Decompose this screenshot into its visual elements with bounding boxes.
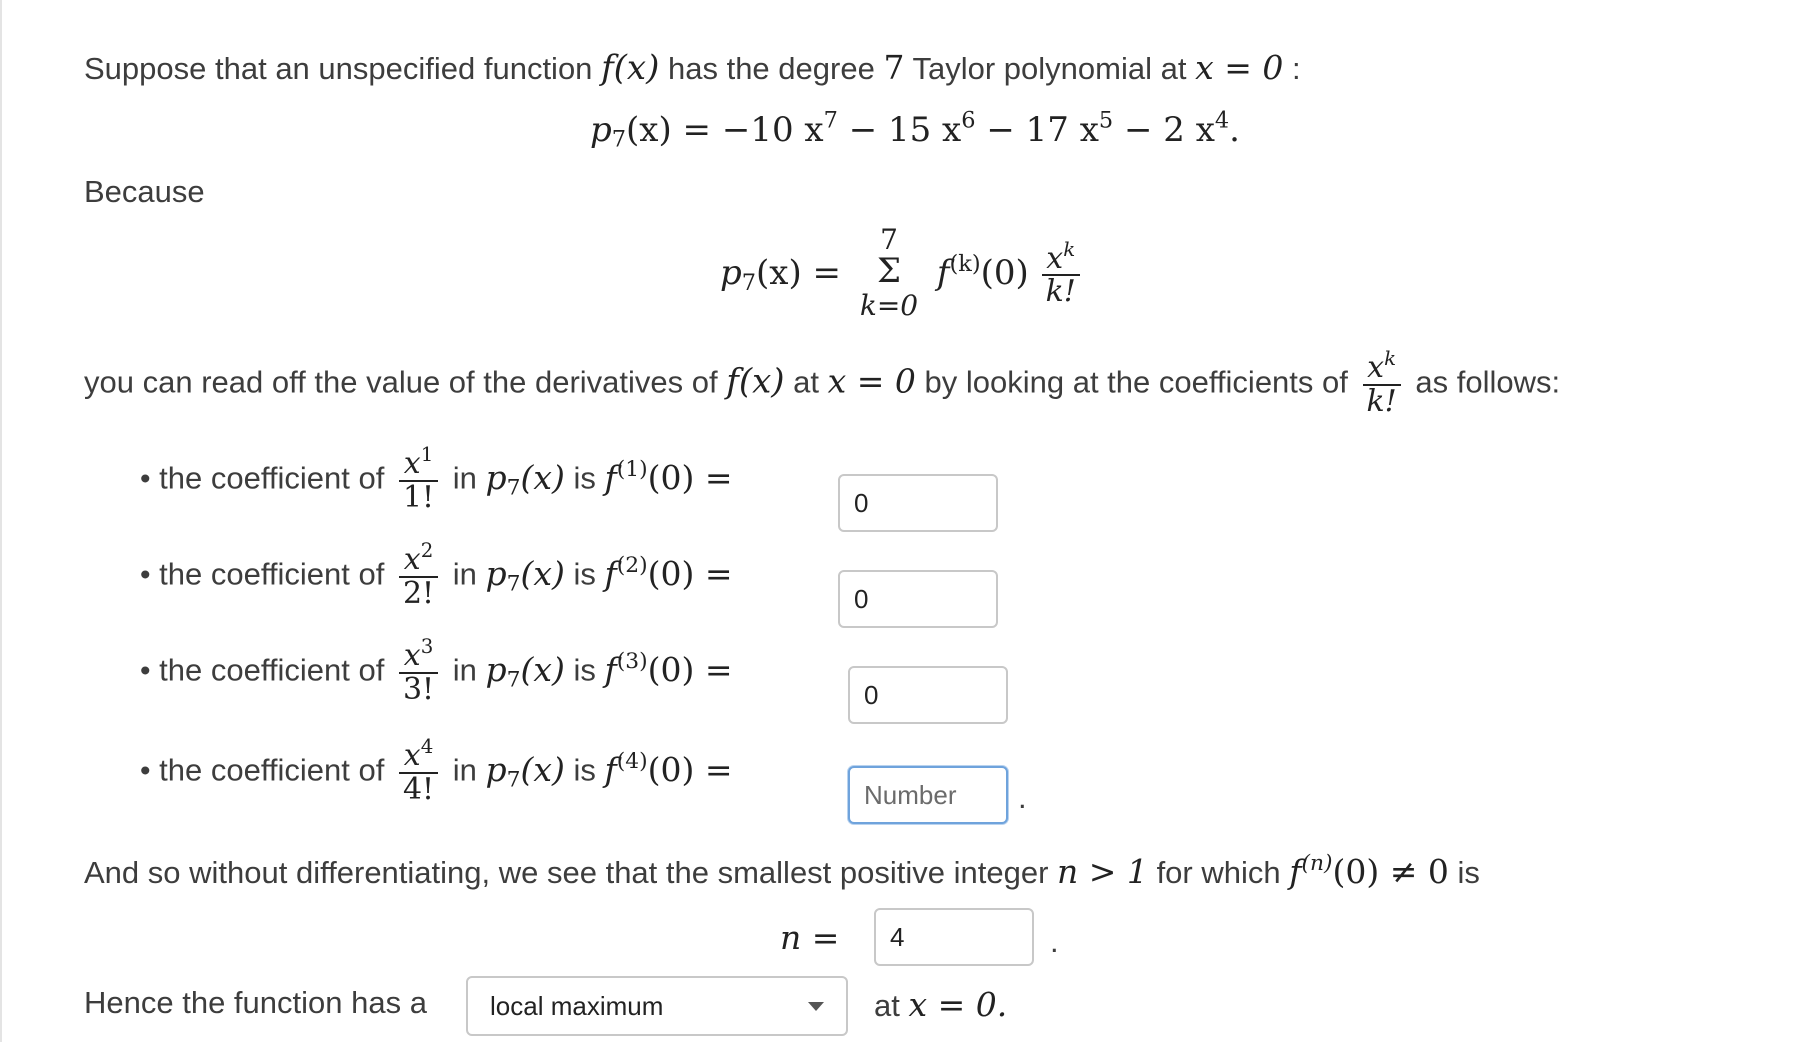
f1-answer-input[interactable] — [838, 474, 998, 532]
p-subscript: 7 — [611, 126, 627, 153]
at-expression: x = 0. — [908, 985, 1008, 1024]
readoff-text: at — [793, 364, 820, 400]
p-symbol: p — [590, 110, 612, 150]
intro-sentence — [84, 48, 1301, 88]
coef-fraction: $\frac{x^2}{2!}$ — [399, 544, 438, 609]
p-symbol: p — [720, 253, 742, 294]
at-expression: x = 0 — [827, 361, 916, 401]
f2-answer-input[interactable] — [838, 570, 998, 628]
n-equals-label: n = — [780, 918, 840, 957]
sigma-symbol: Σ — [876, 251, 901, 291]
f-of-x: f(x) — [601, 48, 660, 88]
hence-after: at x = 0. — [874, 985, 1008, 1024]
sum-upper-limit: 7 — [880, 223, 898, 256]
coef-fraction: $\frac{x^3}{3!}$ — [399, 640, 438, 705]
coefficient-row: • the coefficient of $\frac{x^4}{4!}$ in $p_7(x)$ is $f^{(4)}(0)$ = — [140, 735, 733, 807]
f4-trailing-period: . — [1018, 780, 1027, 815]
n-condition: n > 1 — [1057, 852, 1148, 891]
coefficient-row: • the coefficient of $\frac{x^2}{2!}$ in $p_7(x)$ is $f^{(2)}(0)$ = — [140, 539, 733, 611]
because-label: Because — [84, 174, 205, 209]
conclusion-sentence: And so without differentiating, we see that the smallest positive integer n > 1 for which $f^{(n)}(0) \ne 0$ is — [84, 850, 1480, 891]
p-subscript: 7 — [741, 269, 757, 296]
poly-term: − 2 $x^4$ — [1123, 107, 1230, 150]
bullet: • — [140, 558, 151, 592]
readoff-sentence — [84, 347, 1561, 419]
taylor-polynomial — [590, 107, 1240, 153]
coef-fraction: $\frac{x^1}{1!}$ — [399, 448, 438, 513]
poly-period: . — [1229, 110, 1240, 150]
chevron-down-icon — [808, 1002, 824, 1011]
intro-text: Suppose that an unspecified function — [84, 51, 593, 86]
bullet: • — [140, 754, 151, 788]
f-of-x: f(x) — [726, 361, 785, 402]
xk-over-kfact: $\frac{x^k}{k!}$ — [1042, 243, 1080, 308]
xk-over-kfact: $\frac{x^k}{k!}$ — [1363, 352, 1401, 417]
sum-lower-limit: k=0 — [859, 289, 919, 322]
n-answer-input[interactable] — [874, 908, 1034, 966]
poly-term: −10 $x^7$ — [721, 107, 838, 150]
p-argument: (x) = — [756, 253, 842, 294]
f3-answer-input[interactable] — [848, 666, 1008, 724]
readoff-text: you can read off the value of the derivatives of — [84, 364, 718, 400]
readoff-text: by looking at the coefficients of — [924, 364, 1348, 400]
p-argument: (x) = — [626, 110, 712, 150]
bullet: • — [140, 462, 151, 496]
summation — [859, 223, 919, 324]
coefficient-row: • the coefficient of $\frac{x^1}{1!}$ in $p_7(x)$ is $f^{(1)}(0)$ = — [140, 443, 733, 515]
intro-text: Taylor polynomial at — [912, 51, 1187, 86]
sum-formula — [720, 223, 1086, 324]
readoff-text: as follows: — [1415, 364, 1561, 400]
degree-value: 7 — [883, 48, 905, 87]
left-border — [0, 0, 2, 1042]
at-expression: x = 0 — [1195, 48, 1284, 87]
poly-term: − 17 $x^5$ — [986, 107, 1114, 150]
f-argument: (0) — [980, 253, 1029, 294]
coefficient-row: • the coefficient of $\frac{x^3}{3!}$ in $p_7(x)$ is $f^{(3)}(0)$ = — [140, 635, 733, 707]
bullet: • — [140, 654, 151, 688]
n-trailing-period: . — [1050, 924, 1059, 959]
f4-answer-input[interactable] — [848, 766, 1008, 824]
select-value: local maximum — [490, 990, 664, 1021]
coef-fraction: $\frac{x^4}{4!}$ — [399, 740, 438, 805]
intro-colon: : — [1291, 51, 1301, 86]
f-symbol: f — [936, 253, 950, 294]
poly-term: − 15 $x^6$ — [848, 107, 976, 150]
f-superscript: (k) — [949, 250, 981, 277]
hence-text: Hence the function has a — [84, 985, 427, 1020]
intro-text: has the degree — [667, 51, 875, 86]
extremum-type-select[interactable] — [466, 976, 848, 1036]
